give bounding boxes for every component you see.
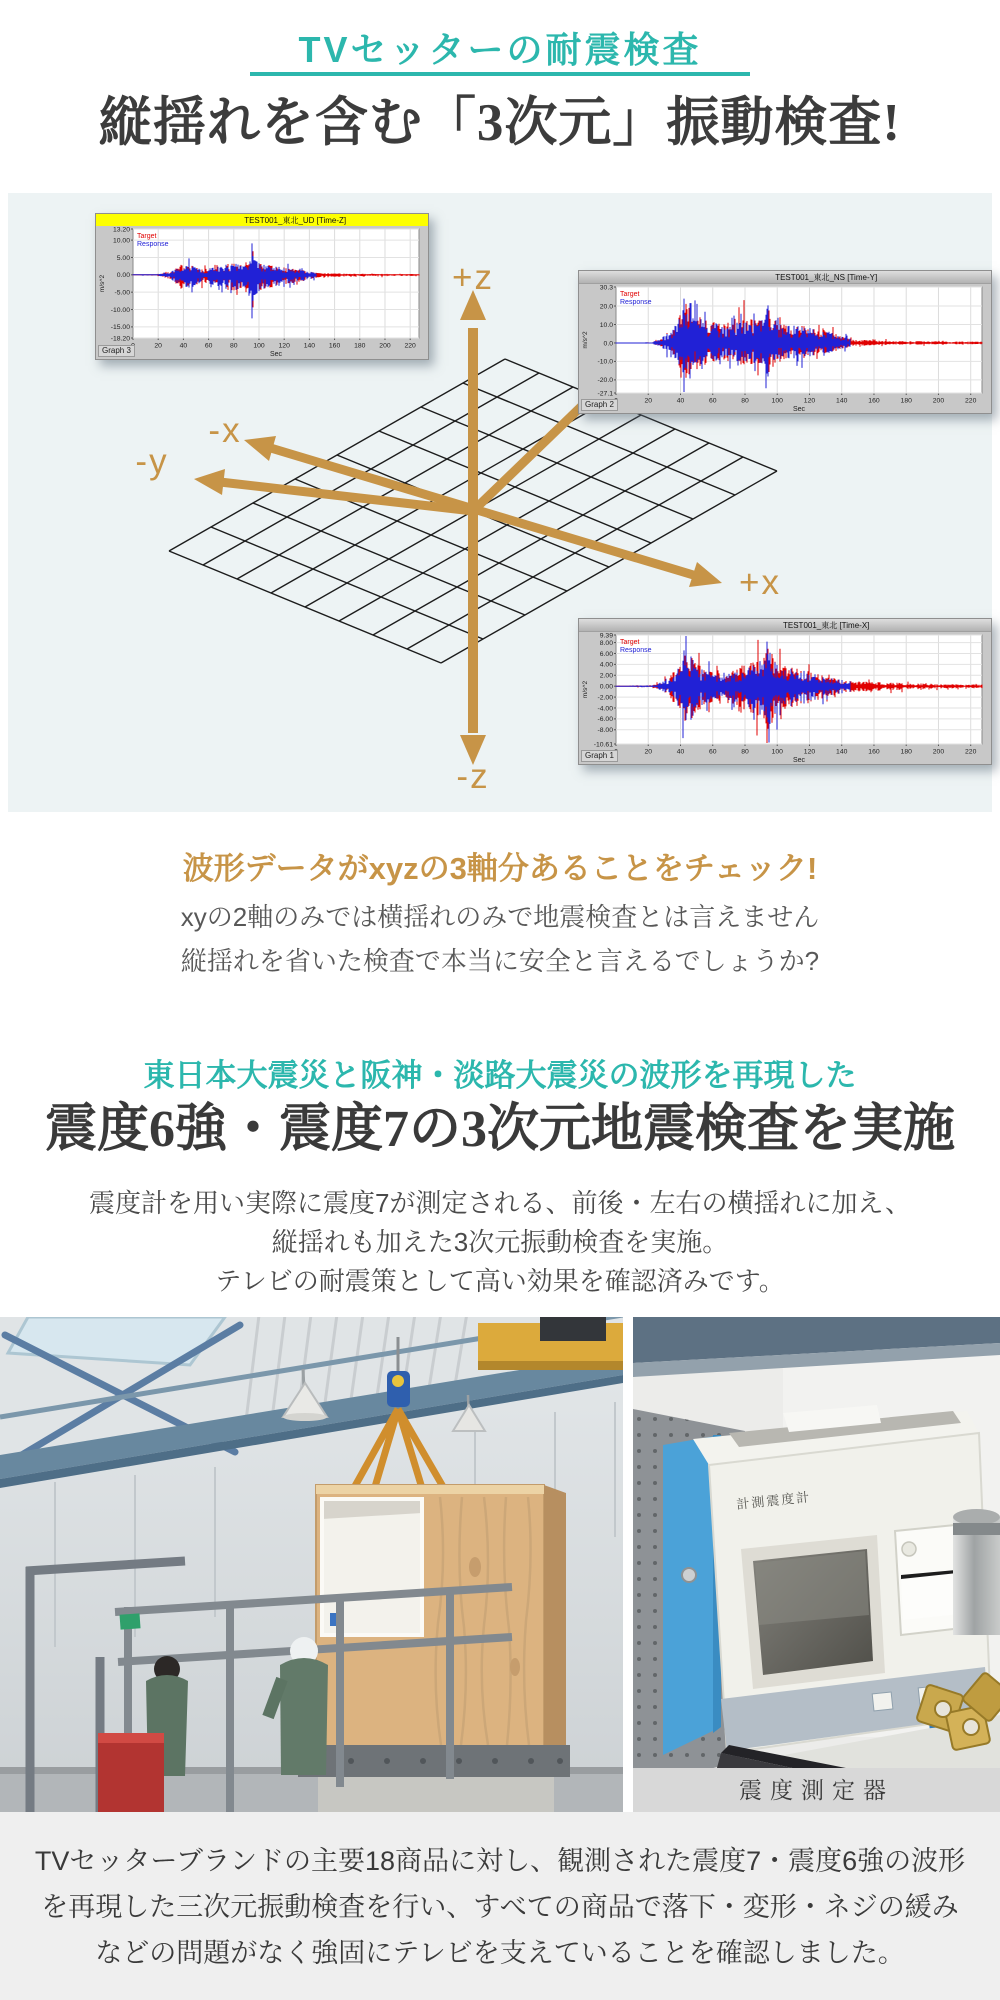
svg-text:20: 20 (154, 342, 162, 350)
chart-window-label: Graph 2 (581, 399, 618, 411)
svg-text:80: 80 (230, 342, 238, 350)
photo-seismic-meter (633, 1317, 1000, 1812)
svg-text:-20.0: -20.0 (597, 377, 613, 385)
axis-label-plus-x: +x (739, 563, 781, 602)
svg-text:100: 100 (253, 342, 265, 350)
svg-text:m/s^2: m/s^2 (99, 274, 106, 293)
svg-text:160: 160 (868, 397, 880, 405)
svg-text:120: 120 (803, 748, 816, 756)
chart-window-label: Graph 3 (98, 345, 135, 357)
metal-cylinder (953, 1509, 1000, 1635)
quake-title: 震度6強・震度7の3次元地震検査を実施 (44, 1101, 955, 1158)
axis-diagram-panel (8, 193, 992, 812)
chart-title: TEST001_東北_NS [Time-Y] (775, 273, 878, 282)
axis-label-minus-x: -x (208, 411, 242, 450)
svg-text:20: 20 (644, 397, 653, 405)
svg-text:Response: Response (620, 647, 652, 654)
quake-body-2: 縦揺れも加えた3次元振動検査を実施。 (271, 1227, 729, 1257)
eyebrow-underline (250, 72, 750, 76)
svg-text:10.0: 10.0 (599, 321, 613, 329)
svg-text:Sec: Sec (269, 351, 283, 358)
photo-section (0, 1317, 1000, 1812)
chart-title: TEST001_東北 [Time-X] (782, 621, 870, 630)
svg-text:20: 20 (644, 748, 653, 756)
axis-label-plus-z: +z (452, 258, 494, 297)
minus-y-arrowhead (194, 469, 225, 495)
svg-text:0.00: 0.00 (599, 683, 613, 691)
svg-text:-10.0: -10.0 (597, 358, 613, 366)
svg-text:160: 160 (868, 748, 880, 756)
shake-test-facility-illustration (0, 1317, 623, 1812)
check-line-1: xyの2軸のみでは横揺れのみで地震検査とは言えません (180, 902, 820, 932)
svg-text:-8.00: -8.00 (597, 727, 613, 735)
svg-text:Response: Response (620, 299, 652, 306)
svg-text:100: 100 (771, 748, 783, 756)
svg-text:220: 220 (965, 397, 977, 405)
svg-text:Target: Target (620, 291, 640, 298)
quake-body-1: 震度計を用い実際に震度7が測定される、前後・左右の横揺れに加え、 (88, 1188, 912, 1218)
svg-text:-10.61: -10.61 (593, 741, 613, 749)
svg-text:m/s^2: m/s^2 (582, 680, 589, 699)
svg-text:8.00: 8.00 (599, 639, 613, 647)
footer-line-2: を再現した三次元振動検査を行い、すべての商品で落下・変形・ネジの緩み (41, 1892, 959, 1922)
red-equipment-cart (98, 1733, 164, 1812)
svg-text:80: 80 (741, 397, 749, 405)
svg-text:5.00: 5.00 (116, 254, 130, 262)
svg-text:-2.00: -2.00 (597, 694, 613, 702)
chart-title: TEST001_東北_UD [Time-Z] (244, 216, 347, 225)
device-button-1 (872, 1692, 893, 1711)
svg-text:140: 140 (836, 397, 848, 405)
svg-text:6.00: 6.00 (599, 650, 613, 658)
svg-text:Target: Target (620, 639, 640, 646)
svg-text:Sec: Sec (792, 757, 806, 764)
footer-line-1: TVセッターブランドの主要18商品に対し、観測された震度7・震度6強の波形 (34, 1846, 966, 1876)
svg-text:100: 100 (771, 397, 783, 405)
axis-label-minus-y: -y (135, 442, 169, 481)
svg-text:-15.00: -15.00 (110, 324, 130, 332)
svg-text:Sec: Sec (792, 406, 806, 413)
plus-x-arrowhead (689, 562, 722, 587)
svg-text:120: 120 (278, 342, 290, 350)
svg-text:60: 60 (708, 397, 717, 405)
svg-text:220: 220 (965, 748, 977, 756)
chart-plot (579, 632, 991, 765)
axis-label-minus-z: -z (456, 757, 490, 796)
svg-text:-27.1: -27.1 (597, 390, 613, 398)
chart-plot (96, 226, 428, 359)
device-label: 計測震度計 (735, 1489, 812, 1512)
svg-text:200: 200 (932, 748, 945, 756)
svg-text:9.39: 9.39 (599, 632, 613, 640)
page-title: 縦揺れを含む「3次元」振動検査! (98, 94, 902, 152)
svg-text:0.0: 0.0 (603, 340, 613, 348)
svg-text:140: 140 (836, 748, 848, 756)
svg-text:40: 40 (676, 748, 685, 756)
svg-text:10.00: 10.00 (112, 237, 130, 245)
svg-text:30.3: 30.3 (599, 284, 613, 292)
svg-text:4.00: 4.00 (599, 661, 613, 669)
chart-window-label: Graph 1 (581, 750, 618, 762)
seismic-meter-illustration (633, 1317, 1000, 1812)
svg-text:-5.00: -5.00 (114, 289, 130, 297)
svg-text:180: 180 (900, 397, 912, 405)
svg-text:60: 60 (204, 342, 213, 350)
check-line-2: 縦揺れを省いた検査で本当に安全と言えるでしょうか? (180, 946, 820, 976)
chart-plot (579, 284, 991, 414)
check-heading: 波形データがxyzの3軸分あることをチェック! (182, 851, 818, 886)
svg-text:160: 160 (328, 342, 341, 350)
svg-text:40: 40 (676, 397, 685, 405)
svg-text:m/s^2: m/s^2 (582, 331, 589, 349)
panel-screw (682, 1568, 696, 1582)
svg-text:40: 40 (179, 342, 188, 350)
minus-x-arrowhead (244, 436, 276, 461)
svg-text:Target: Target (137, 233, 157, 240)
svg-text:60: 60 (708, 748, 717, 756)
svg-text:200: 200 (379, 342, 391, 350)
svg-text:-6.00: -6.00 (597, 716, 613, 724)
svg-text:-10.00: -10.00 (110, 306, 130, 314)
waveform-chart-window-z (95, 213, 429, 360)
svg-text:220: 220 (404, 342, 416, 350)
crane-trolley (540, 1317, 606, 1341)
photo-caption: 震度測定器 (633, 1768, 1000, 1812)
svg-text:80: 80 (741, 748, 749, 756)
svg-text:-18.20: -18.20 (110, 335, 130, 343)
footer-summary (0, 1812, 1000, 2000)
x-axis-shaft (264, 446, 700, 577)
waveform-chart-window-y (578, 270, 992, 414)
section-eyebrow: TVセッターの耐震検査 (298, 29, 702, 70)
svg-text:-4.00: -4.00 (597, 705, 613, 713)
svg-text:180: 180 (900, 748, 912, 756)
svg-text:0.00: 0.00 (116, 272, 130, 280)
green-tape-mark (120, 1613, 141, 1629)
waveform-chart-window-x (578, 618, 992, 765)
svg-text:2.00: 2.00 (599, 672, 613, 680)
photo-shake-test-facility (0, 1317, 623, 1812)
svg-text:20.0: 20.0 (599, 303, 613, 311)
quake-body-3: テレビの耐震策として高い効果を確認済みです。 (215, 1266, 785, 1296)
svg-text:200: 200 (932, 397, 945, 405)
quake-eyebrow: 東日本大震災と阪神・淡路大震災の波形を再現した (143, 1058, 857, 1093)
svg-text:Response: Response (137, 241, 169, 248)
svg-text:13.20: 13.20 (112, 226, 130, 234)
svg-text:140: 140 (303, 342, 316, 350)
footer-line-3: などの問題がなく強固にテレビを支えていることを確認しました。 (95, 1938, 905, 1968)
svg-text:120: 120 (803, 397, 816, 405)
crane-hook-block (387, 1371, 410, 1407)
plywood-test-box (316, 1485, 566, 1749)
crane-girder-edge (478, 1361, 623, 1370)
svg-text:180: 180 (354, 342, 366, 350)
